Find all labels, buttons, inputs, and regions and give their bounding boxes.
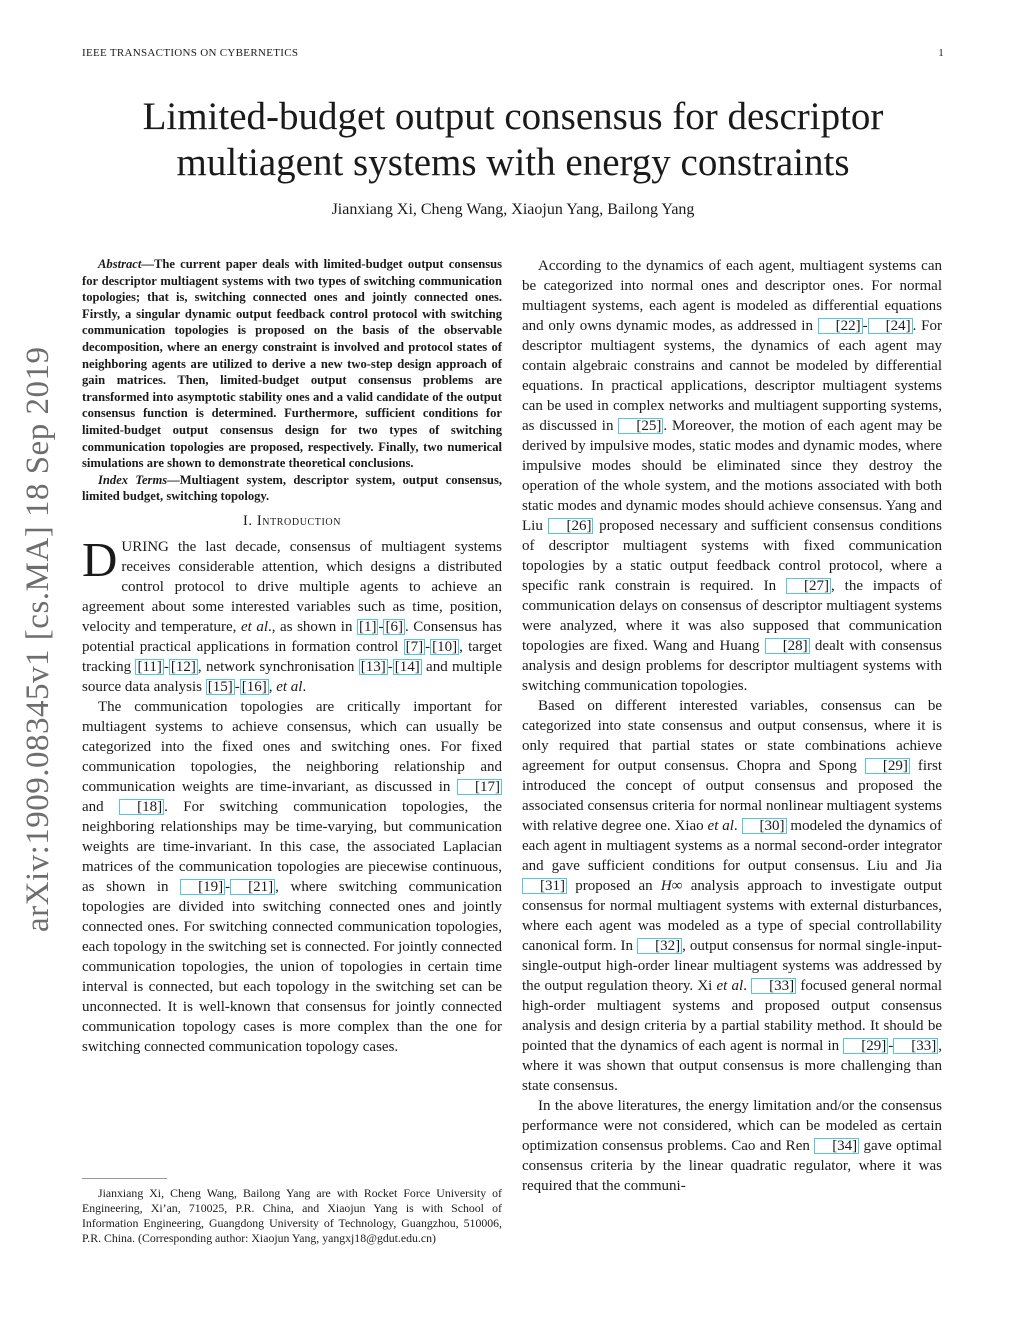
- text: .: [302, 678, 307, 695]
- citation-link[interactable]: [19]: [180, 879, 225, 895]
- index-terms: [82, 472, 502, 505]
- text: -: [234, 678, 240, 695]
- citation-link[interactable]: [27]: [786, 578, 831, 594]
- citation-link[interactable]: [17]: [457, 779, 502, 795]
- text: -: [163, 658, 169, 675]
- journal-name: IEEE TRANSACTIONS ON CYBERNETICS: [82, 47, 299, 59]
- citation-link[interactable]: [28]: [765, 638, 810, 654]
- citation-link[interactable]: [25]: [618, 418, 663, 434]
- citation-link[interactable]: [33]: [751, 978, 796, 994]
- intro-paragraph-4: [522, 696, 942, 1096]
- title-line-2: multiagent systems with energy constraints: [176, 141, 850, 184]
- text: ., as shown in: [268, 618, 357, 635]
- citation-link[interactable]: [31]: [522, 878, 567, 894]
- text: and: [82, 798, 120, 815]
- citation-link[interactable]: [1]: [358, 618, 377, 635]
- intro-paragraph-1: [82, 531, 503, 697]
- citation-link[interactable]: [32]: [637, 938, 682, 954]
- text: -: [225, 878, 231, 895]
- et-al: et al: [240, 618, 268, 635]
- citation-link[interactable]: [14]: [394, 658, 420, 675]
- text: -: [387, 658, 393, 675]
- intro-paragraph-5: [522, 1096, 942, 1196]
- text: , where switching communication topologies are divided into switching connected ones and jointly connected ones. For switching connected communication topologies, each topology in the switching set is connected. For jointly connected communication topologies, the union of topologies in certain time interval is connected, but each topology in the switching set can be unconnected. It is well-known that consensus for jointly connected communication topology cases is more complex than the one for switching connected communication topology cases.: [82, 878, 502, 1055]
- affiliation-footnote: Jianxiang Xi, Cheng Wang, Bailong Yang are with Rocket Force University of Engineering, Xi’an, 710025, P.R. China, and Xiaojun Yang is with School of Information Engineering, Guangdong University of Technology, Guangzhou, 510006, P.R. China. (Corresponding author: Xiaojun Yang, yangxj18@gdut.edu.cn): [82, 1186, 502, 1245]
- et-al: et al: [276, 678, 303, 695]
- text: .: [733, 818, 742, 834]
- page-number: 1: [938, 47, 944, 59]
- text: ,: [268, 678, 277, 695]
- text: The communication topologies are critically important for multiagent systems to achieve consensus, which can usually be categorized into the fixed ones and switching ones. For fixed communication topologies, the neighboring relationship and communication weights are time-invariant, as discussed in: [82, 698, 502, 795]
- text: modeled the dynamics of each agent in multiagent systems as a normal second-order integrator and gave sufficient conditions for output consensus. Liu and Jia: [522, 818, 942, 874]
- citation-link[interactable]: [30]: [742, 818, 787, 834]
- right-column: [522, 256, 942, 1196]
- text: focused general normal high-order multiagent systems and proposed output consensus analysis and design criteria by a partial stability method. It should be pointed that the dynamics of each agent is normal in: [522, 978, 942, 1054]
- title-line-1: Limited-budget output consensus for descriptor: [142, 95, 884, 138]
- citation-link[interactable]: [10]: [432, 638, 458, 655]
- section-heading: I. Introduction: [242, 512, 342, 529]
- text: proposed an: [567, 878, 661, 894]
- text: proposed necessary and sufficient consensus conditions of descriptor multiagent systems with fixed communication topologies by a static output feedback control protocol, where a specific rank constrain is required. In: [522, 518, 942, 594]
- running-header: [82, 47, 944, 59]
- text: According to the dynamics of each agent, multiagent systems can be categorized into normal ones and descriptor ones. For normal multiagent systems, each agent is modeled as differential equations and only owns dynamic modes, as addressed in: [522, 258, 942, 334]
- citation-link[interactable]: [34]: [814, 1138, 859, 1154]
- index-terms-label: Index Terms: [98, 472, 168, 487]
- text: . For descriptor multiagent systems, the dynamics of each agent may contain algebraic constrains and cannot be modeled by differential equations. In practical applications, descriptor multiagent systems can be used in complex networks and multiagent supporting systems, as discussed in: [522, 318, 942, 434]
- citation-link[interactable]: [22]: [818, 318, 863, 334]
- citation-link[interactable]: [24]: [868, 318, 913, 334]
- text: , where it was shown that output consensus is more challenging than state consensus.: [522, 1038, 942, 1094]
- citation-link[interactable]: [33]: [893, 1038, 938, 1054]
- footnote-divider: [82, 1178, 167, 1179]
- citation-link[interactable]: [29]: [843, 1038, 888, 1054]
- left-column: [82, 256, 502, 1057]
- citation-link[interactable]: [11]: [137, 658, 162, 675]
- text: In the above literatures, the energy limitation and/or the consensus performance were not considered, which can be modeled as certain optimization consensus problems. Cao and Ren: [522, 1098, 942, 1154]
- paper-title: [82, 94, 944, 186]
- intro-paragraph-2: [82, 697, 502, 1057]
- drop-cap: D: [82, 531, 118, 587]
- abstract-text: —The current paper deals with limited-budget output consensus for descriptor multiagent systems with two types of switching communication topologies; that is, switching connected ones and jointly connected ones. Firstly, a singular dynamic output feedback control protocol with switching communication topologies is proposed on the basis of the observable decomposition, where an energy constraint is involved and protocol states of neighboring agents are utilized to derive a new two-step design approach of gain matrices. Then, limited-budget output consensus problems are transformed into asymptotic stability ones and a valid candidate of the output consensus function is determined. Furthermore, sufficient conditions for limited-budget output consensus design for two types of switching communication topologies are proposed, respectively. Finally, two numerical simulations are shown to demonstrate theoretical conclusions.: [82, 257, 502, 471]
- citation-link[interactable]: [7]: [405, 638, 424, 655]
- text: analysis approach to investigate output consensus for normal multiagent systems with external disturbances, where each agent was modeled as a type of special controllability canonical form. In: [522, 878, 942, 954]
- text: . Consensus has potential practical applications in formation control: [82, 618, 502, 655]
- intro-paragraph-3: [522, 256, 942, 696]
- et-al: et al: [707, 818, 734, 834]
- text: .: [743, 978, 752, 994]
- abstract: [82, 256, 502, 472]
- et-al: et al: [716, 978, 744, 994]
- text: first introduced the concept of output consensus and proposed the associated consensus criteria for normal nonlinear multiagent systems with relative degree one. Xiao: [522, 758, 942, 834]
- citation-link[interactable]: [12]: [170, 658, 196, 675]
- text: , output consensus for normal single-input-single-output high-order linear multiagent systems was addressed by the output regulation theory. Xi: [522, 938, 943, 994]
- citation-link[interactable]: [26]: [548, 518, 593, 534]
- text: and multiple source data analysis: [82, 658, 503, 695]
- citation-link[interactable]: [13]: [360, 658, 386, 675]
- citation-link[interactable]: [18]: [119, 799, 164, 815]
- citation-link[interactable]: [6]: [385, 618, 403, 635]
- citation-link[interactable]: [21]: [230, 879, 275, 895]
- h-infinity-symbol: H∞: [660, 878, 683, 894]
- text: -: [378, 618, 384, 635]
- text: -: [425, 638, 431, 655]
- index-terms-text: —Multiagent system, descriptor system, output consensus, limited budget, switching topology.: [82, 472, 502, 504]
- text: . Moreover, the motion of each agent may be derived by impulsive modes, static modes and dynamic modes, where impulsive modes should be eliminated since they destroy the operation of the whole system, and the motions associated with both static modes and dynamic modes should achieve consensus. Yang and Liu: [522, 418, 942, 534]
- author-list: Jianxiang Xi, Cheng Wang, Xiaojun Yang, Bailong Yang: [331, 201, 695, 218]
- text: . For switching communication topologies, the neighboring relationships may be time-varying, but communication weights are time-invariant. In this case, the associated Laplacian matrices of the communication topologies are piecewise continuous, as shown in: [82, 798, 502, 895]
- text: Based on different interested variables, consensus can be categorized into state consensus and output consensus, where it is only required that partial states or state combinations achieve agreement for output consensus. Chopra and Spong: [522, 698, 942, 774]
- text: , the impacts of communication delays on consensus of descriptor multiagent systems were analyzed, where it was also supposed that communication topologies are fixed. Wang and Huang: [522, 578, 942, 654]
- text: dealt with consensus analysis and design problems for descriptor multiagent systems with switching communication topologies.: [522, 638, 942, 694]
- citation-link[interactable]: [16]: [241, 678, 267, 695]
- arxiv-stamp[interactable]: arXiv:1909.08345v1 [cs.MA] 18 Sep 2019: [20, 346, 56, 932]
- text: URING the last decade, consensus of multiagent systems receives considerable attention, which designs a distributed control protocol to drive multiple agents to achieve an agreement about some interested variables such as time, position, velocity and temperature,: [82, 538, 502, 635]
- text: -: [862, 318, 868, 334]
- text: , target tracking: [82, 638, 502, 675]
- text: -: [888, 1038, 894, 1054]
- citation-link[interactable]: [15]: [207, 678, 233, 695]
- text: , network synchronisation: [197, 658, 359, 675]
- abstract-label: Abstract: [98, 257, 142, 271]
- citation-link[interactable]: [29]: [865, 758, 910, 774]
- text: gave optimal consensus criteria by the linear quadratic regulator, where it was required that the communi-: [522, 1138, 942, 1194]
